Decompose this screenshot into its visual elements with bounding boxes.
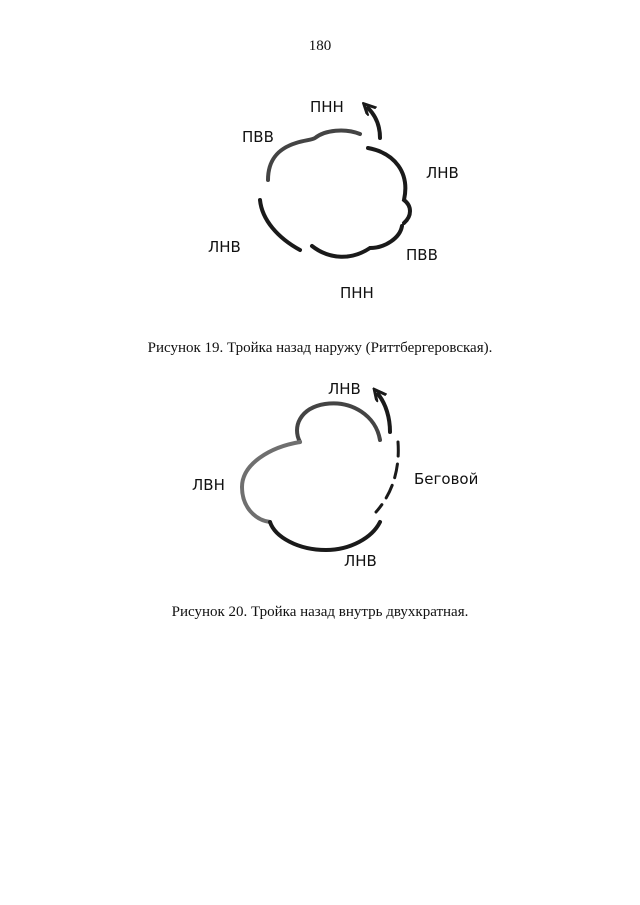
figure-19-segment-right (368, 148, 410, 223)
figure-20-segment-bottom (270, 522, 380, 550)
figure-20-label-top: ЛНВ (328, 380, 361, 398)
figure-19-exit-arrow (368, 108, 380, 138)
page-number: 180 (308, 38, 332, 54)
figure-19-segment-lower-left (260, 200, 300, 250)
figure-20-exit-arrow (378, 394, 390, 432)
figure-19-segment-upper-left (268, 131, 360, 180)
figure-19-diagram (0, 88, 640, 310)
figure-19-label-upper-left: ПВВ (242, 128, 274, 146)
figure-19-label-right: ЛНВ (426, 164, 459, 182)
figure-19-trace (0, 88, 640, 310)
figure-20-trace (0, 372, 640, 590)
figure-20-segment-right (376, 442, 398, 512)
figure-20-label-left: ЛВН (192, 476, 225, 494)
figure-20-segment-top (297, 403, 380, 442)
figure-19-label-bottom: ПНН (340, 284, 374, 302)
figure-20-caption: Рисунок 20. Тройка назад внутрь двухкратная. (171, 604, 469, 620)
figure-20-diagram (0, 372, 640, 590)
figure-20-label-right: Беговой (414, 470, 479, 488)
figure-20-label-bottom: ЛНВ (344, 552, 377, 570)
figure-20-segment-left (242, 442, 300, 522)
figure-19-label-lower-right: ПВВ (406, 246, 438, 264)
figure-19-label-top: ПНН (310, 98, 344, 116)
figure-19-segment-bottom (312, 226, 402, 257)
figure-19-label-lower-left: ЛНВ (208, 238, 241, 256)
figure-19-caption: Рисунок 19. Тройка назад наружу (Риттбергеровская). (147, 340, 493, 356)
